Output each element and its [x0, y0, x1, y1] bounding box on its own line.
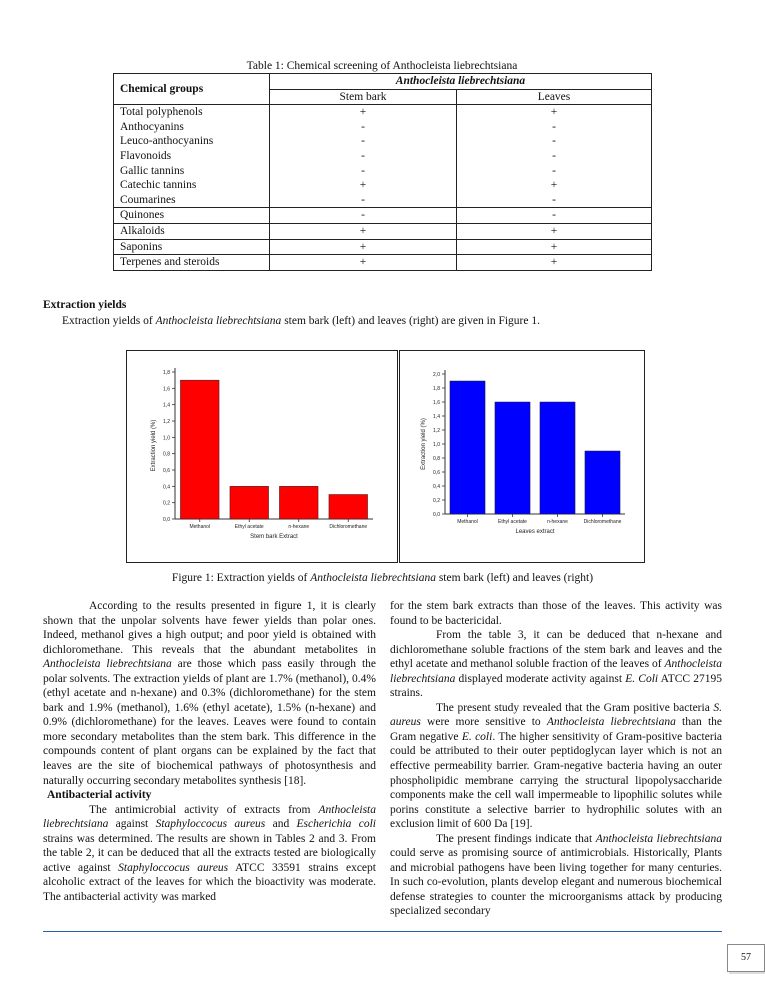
table-cell-stem: + — [270, 239, 457, 255]
table-caption: Table 1: Chemical screening of Anthocleista liebrechtsiana — [246, 60, 518, 72]
paragraph: From the table 3, it can be deduced that n-hexane and dichloromethane soluble fractions of the stem bark and leaves and the ethyl acetate and methanol soluble fraction of the leaves of Anthocleista liebrechtsiana displayed moderate activity against E. Coli ATCC 27195 strains. — [390, 629, 723, 700]
table-cell-stem: - — [270, 134, 457, 149]
table-row — [114, 208, 652, 224]
stem-bark-chart-frame — [126, 350, 398, 563]
x-tick-label: Dichloromethane — [583, 519, 622, 525]
table-cell-stem: - — [270, 149, 457, 164]
table-cell-stem: + — [270, 105, 457, 120]
table-header-species: Anthocleista liebrechtsiana — [270, 74, 652, 90]
x-tick-label: Ethyl acetate — [234, 524, 264, 530]
y-tick-label: 1,4 — [433, 414, 440, 420]
x-tick-label: Methanol — [189, 524, 211, 530]
y-tick-label: 0,6 — [433, 470, 440, 476]
left-column — [43, 599, 376, 904]
bar-dichloromethane — [585, 451, 620, 514]
y-axis-label: Extraction yield (%) — [421, 418, 427, 470]
table-cell-group: Anthocyanins — [114, 120, 270, 135]
table-row — [114, 164, 652, 179]
table-row — [114, 223, 652, 239]
x-tick-label: Ethyl acetate — [498, 519, 527, 525]
table-cell-stem: - — [270, 193, 457, 208]
y-tick-label: 1,4 — [163, 402, 170, 409]
y-tick-label: 0,0 — [163, 517, 170, 523]
y-tick-label: 1,0 — [163, 435, 170, 442]
table-cell-group: Saponins — [114, 239, 270, 255]
table-cell-leaves: - — [457, 149, 652, 164]
paragraph: The antimicrobial activity of extracts from Anthocleista liebrechtsiana against Staphyloccocus aureus and Escherichia coli strains was determined. The results are shown in Tables 2 and 3. From the table 2, it can be deduced that all the extracts tested are biologically active against Staphyloccocus aureus ATCC 33591 strains except alcoholic extract of the leaves for which the bioactivity was moderate. The antibacterial activity was marked — [43, 803, 376, 903]
bar-methanol — [450, 381, 485, 514]
x-tick-label: n-hexane — [547, 519, 568, 525]
page-number: 57 — [727, 944, 765, 972]
y-tick-label: 1,8 — [163, 370, 170, 376]
x-tick-label: n-hexane — [288, 524, 310, 530]
table-row — [114, 255, 652, 271]
y-tick-label: 1,2 — [433, 428, 440, 434]
extraction-heading: Extraction yields — [43, 299, 127, 311]
right-column — [390, 599, 722, 919]
table-header-groups: Chemical groups — [114, 74, 270, 105]
table-row — [114, 120, 652, 135]
bar-dichloromethane — [329, 495, 368, 520]
table-header-stem: Stem bark — [270, 89, 457, 105]
y-tick-label: 0,4 — [433, 484, 440, 490]
table-cell-group: Alkaloids — [114, 223, 270, 239]
y-tick-label: 2,0 — [433, 372, 440, 378]
table-cell-group: Quinones — [114, 208, 270, 224]
table-cell-leaves: - — [457, 208, 652, 224]
antibacterial-heading: Antibacterial activity — [47, 789, 152, 802]
table-row — [114, 105, 652, 120]
table-cell-stem: - — [270, 120, 457, 135]
y-axis-label: Extraction yield (%) — [151, 419, 157, 472]
y-tick-label: 1,6 — [163, 386, 170, 393]
y-tick-label: 0,2 — [433, 498, 440, 504]
y-tick-label: 0,6 — [163, 468, 170, 474]
y-tick-label: 1,2 — [163, 419, 170, 425]
y-tick-label: 0,8 — [163, 451, 170, 458]
y-tick-label: 0,4 — [163, 484, 170, 491]
table-cell-leaves: + — [457, 105, 652, 120]
paragraph: According to the results presented in figure 1, it is clearly shown that the unpolar solvents have fewer yields than polar ones. Indeed, methanol gives a high output; and poor yield is obtained with dichloromethane. This reveals that the abundant metabolites in Anthocleista liebrechtsiana are those which pass easily through the polar solvents. The extraction yields of plant are 1.7% (methanol), 0.4% (ethyl acetate and n-hexane) and 0.3% (dichloromethane) for the stem bark and 1.9% (methanol), 1.6% (ethyl acetate), 1.5% (n-hexane) and 0.9% (dichloromethane) for the leaves. Leaves were found to contain more secondary metabolites than the stem bark. This difference in the compounds content of plant organs can be explained by the fact that leaves are the site of biochemical pathways of photosynthesis and naturally occurring secondary metabolites synthesis [18]. — [43, 600, 376, 787]
table-cell-leaves: + — [457, 239, 652, 255]
table-cell-group: Flavonoids — [114, 149, 270, 164]
y-tick-label: 0,2 — [163, 500, 170, 507]
x-tick-label: Methanol — [457, 519, 478, 525]
table-cell-stem: + — [270, 223, 457, 239]
figure-caption: Figure 1: Extraction yields of Anthocleista liebrechtsiana stem bark (left) and leaves (right) — [171, 572, 594, 584]
table-cell-group: Gallic tannins — [114, 164, 270, 179]
table-cell-group: Coumarines — [114, 193, 270, 208]
x-tick-label: Dichloromethane — [329, 524, 368, 530]
bar-methanol — [180, 380, 219, 519]
chemical-screening-table — [113, 73, 652, 271]
y-tick-label: 1,6 — [433, 400, 440, 406]
paragraph: for the stem bark extracts than those of the leaves. This activity was found to be bactericidal. — [390, 600, 722, 627]
table-row — [114, 239, 652, 255]
table-cell-leaves: + — [457, 223, 652, 239]
bar-ethyl-acetate — [495, 402, 530, 514]
table-header-leaves: Leaves — [457, 89, 652, 105]
table-cell-stem: + — [270, 255, 457, 271]
table-row — [114, 134, 652, 149]
leaves-chart — [400, 351, 644, 562]
paragraph: The present findings indicate that Anthocleista liebrechtsiana could serve as promising source of antimicrobials. Historically, Plants and microbial pathogens have been living together for many centuries. In such co-evolution, plants develop elegant and numerous biochemical defense strategies to counter the microorganisms attack by producing specialized secondary — [390, 832, 722, 918]
bar-n-hexane — [279, 486, 318, 519]
bar-n-hexane — [540, 402, 575, 514]
bar-ethyl-acetate — [230, 486, 269, 519]
y-tick-label: 0,8 — [433, 456, 440, 462]
table-row — [114, 178, 652, 193]
extraction-intro: Extraction yields of Anthocleista liebrechtsiana stem bark (left) and leaves (right) are given in Figure 1. — [62, 315, 540, 327]
table-cell-group: Terpenes and steroids — [114, 255, 270, 271]
table-row — [114, 149, 652, 164]
table-cell-leaves: + — [457, 255, 652, 271]
stem-bark-chart — [127, 351, 397, 562]
table-cell-leaves: - — [457, 120, 652, 135]
table-cell-group: Total polyphenols — [114, 105, 270, 120]
table-cell-leaves: - — [457, 134, 652, 149]
table-cell-leaves: - — [457, 164, 652, 179]
leaves-chart-frame — [399, 350, 645, 563]
table-cell-group: Catechic tannins — [114, 178, 270, 193]
table-cell-stem: + — [270, 178, 457, 193]
y-tick-label: 0,0 — [433, 512, 440, 518]
x-axis-label: Leaves extract — [515, 529, 555, 535]
x-axis-label: Stem bark Extract — [250, 534, 298, 540]
table-cell-leaves: + — [457, 178, 652, 193]
y-tick-label: 1,8 — [433, 386, 440, 392]
paragraph: The present study revealed that the Gram positive bacteria S. aureus were more sensitive to Anthocleista liebrechtsiana than the Gram negative E. coli. The higher sensitivity of Gram-positive bacteria could be attributed to their outer peptidoglycan layer which is not an effective permeability barrier. Gram-negative bacteria having an outer phospholipidic membrane carrying the structural lipopolysaccharide components make the cell wall impermeable to lipophilic solutes while porins constitute a selective barrier to hydrophilic solutes with an exclusion limit of 600 Da [19]. — [390, 701, 722, 831]
footer-divider — [43, 931, 722, 932]
table-cell-stem: - — [270, 164, 457, 179]
table-cell-stem: - — [270, 208, 457, 224]
table-row — [114, 193, 652, 208]
table-cell-leaves: - — [457, 193, 652, 208]
table-cell-group: Leuco-anthocyanins — [114, 134, 270, 149]
y-tick-label: 1,0 — [433, 442, 440, 448]
